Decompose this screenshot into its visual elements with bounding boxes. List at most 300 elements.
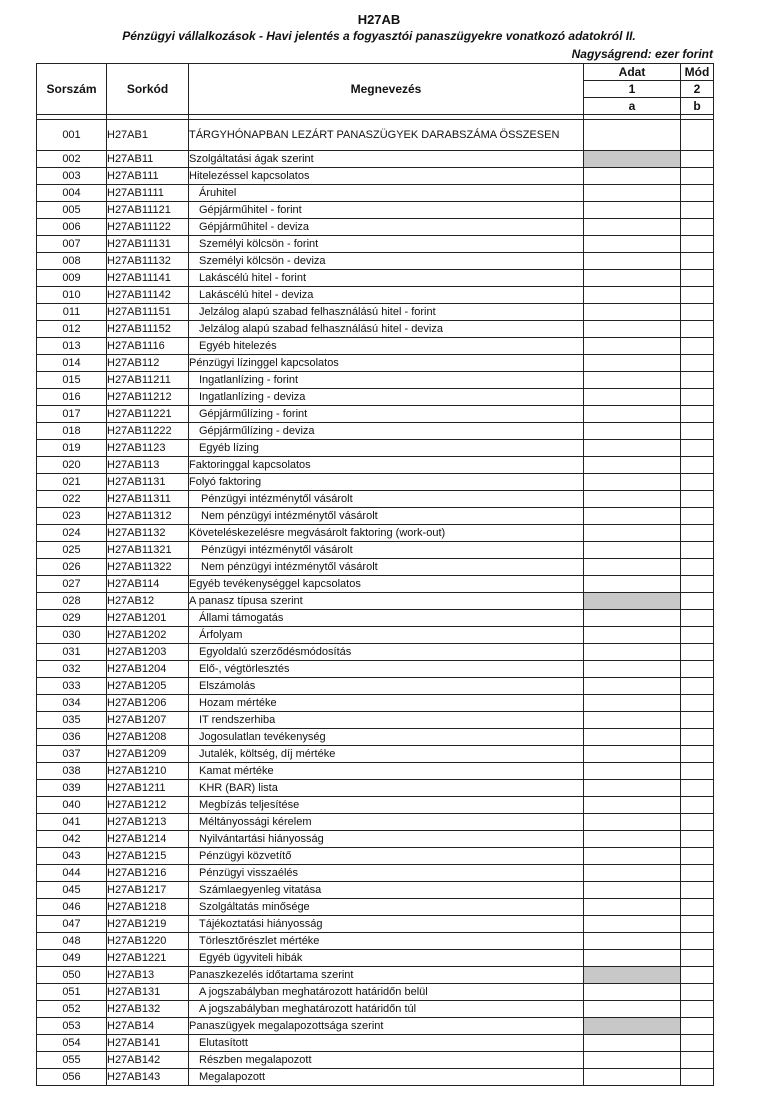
row-sorkod: H27AB11131 bbox=[107, 236, 189, 253]
col-header-sorkod: Sorkód bbox=[107, 64, 189, 115]
row-megnevezes: Elszámolás bbox=[189, 678, 584, 695]
row-sorkod: H27AB11152 bbox=[107, 321, 189, 338]
row-mod-cell[interactable] bbox=[681, 933, 714, 950]
row-sorszam: 013 bbox=[37, 338, 107, 355]
row-adat-cell[interactable] bbox=[584, 542, 681, 559]
table-row bbox=[37, 151, 714, 168]
row-adat-cell[interactable] bbox=[584, 678, 681, 695]
row-megnevezes: Törlesztőrészlet mértéke bbox=[189, 933, 584, 950]
row-adat-cell[interactable] bbox=[584, 219, 681, 236]
table-row bbox=[37, 423, 714, 440]
table-row bbox=[37, 576, 714, 593]
row-sorszam: 049 bbox=[37, 950, 107, 967]
row-sorkod: H27AB1215 bbox=[107, 848, 189, 865]
row-adat-cell bbox=[584, 967, 681, 984]
table-row bbox=[37, 797, 714, 814]
row-sorkod: H27AB11141 bbox=[107, 270, 189, 287]
row-sorkod: H27AB1218 bbox=[107, 899, 189, 916]
row-adat-cell[interactable] bbox=[584, 916, 681, 933]
row-sorszam: 041 bbox=[37, 814, 107, 831]
row-sorszam: 052 bbox=[37, 1001, 107, 1018]
table-row bbox=[37, 168, 714, 185]
row-sorkod: H27AB142 bbox=[107, 1052, 189, 1069]
row-sorszam: 054 bbox=[37, 1035, 107, 1052]
row-adat-cell[interactable] bbox=[584, 355, 681, 372]
row-megnevezes: Tájékoztatási hiányosság bbox=[189, 916, 584, 933]
row-adat-cell[interactable] bbox=[584, 661, 681, 678]
row-sorkod: H27AB11322 bbox=[107, 559, 189, 576]
row-sorkod: H27AB1217 bbox=[107, 882, 189, 899]
row-sorszam: 007 bbox=[37, 236, 107, 253]
table-row bbox=[37, 355, 714, 372]
row-mod-cell[interactable] bbox=[681, 695, 714, 712]
row-adat-cell[interactable] bbox=[584, 120, 681, 151]
row-megnevezes: Szolgáltatás minősége bbox=[189, 899, 584, 916]
row-mod-cell[interactable] bbox=[681, 389, 714, 406]
row-adat-cell bbox=[584, 151, 681, 168]
row-sorkod: H27AB113 bbox=[107, 457, 189, 474]
table-row bbox=[37, 542, 714, 559]
row-megnevezes: Követeléskezelésre megvásárolt faktoring (work-out) bbox=[189, 525, 584, 542]
row-sorkod: H27AB11221 bbox=[107, 406, 189, 423]
table-row bbox=[37, 984, 714, 1001]
row-adat-cell[interactable] bbox=[584, 729, 681, 746]
row-sorszam: 047 bbox=[37, 916, 107, 933]
col-header-mod: Mód bbox=[681, 64, 714, 81]
row-mod-cell[interactable] bbox=[681, 1069, 714, 1086]
row-sorkod: H27AB11132 bbox=[107, 253, 189, 270]
row-sorkod: H27AB1116 bbox=[107, 338, 189, 355]
row-megnevezes: Ingatlanlízing - forint bbox=[189, 372, 584, 389]
row-sorkod: H27AB11121 bbox=[107, 202, 189, 219]
row-adat-cell[interactable] bbox=[584, 763, 681, 780]
row-mod-cell[interactable] bbox=[681, 338, 714, 355]
row-sorszam: 002 bbox=[37, 151, 107, 168]
row-mod-cell[interactable] bbox=[681, 355, 714, 372]
row-mod-cell[interactable] bbox=[681, 559, 714, 576]
table-row bbox=[37, 848, 714, 865]
row-mod-cell[interactable] bbox=[681, 440, 714, 457]
row-adat-cell[interactable] bbox=[584, 406, 681, 423]
row-mod-cell[interactable] bbox=[681, 423, 714, 440]
row-adat-cell[interactable] bbox=[584, 933, 681, 950]
row-mod-cell[interactable] bbox=[681, 576, 714, 593]
row-megnevezes: Elutasított bbox=[189, 1035, 584, 1052]
table-row bbox=[37, 814, 714, 831]
row-mod-cell[interactable] bbox=[681, 865, 714, 882]
row-adat-cell[interactable] bbox=[584, 372, 681, 389]
row-sorszam: 016 bbox=[37, 389, 107, 406]
row-adat-cell[interactable] bbox=[584, 780, 681, 797]
table-row bbox=[37, 950, 714, 967]
row-sorszam: 001 bbox=[37, 120, 107, 151]
row-adat-cell[interactable] bbox=[584, 253, 681, 270]
row-adat-cell bbox=[584, 593, 681, 610]
row-sorszam: 029 bbox=[37, 610, 107, 627]
row-sorkod: H27AB1220 bbox=[107, 933, 189, 950]
row-sorszam: 038 bbox=[37, 763, 107, 780]
row-mod-cell[interactable] bbox=[681, 848, 714, 865]
row-mod-cell[interactable] bbox=[681, 1052, 714, 1069]
row-sorkod: H27AB1211 bbox=[107, 780, 189, 797]
table-row bbox=[37, 933, 714, 950]
row-sorszam: 024 bbox=[37, 525, 107, 542]
row-adat-cell[interactable] bbox=[584, 865, 681, 882]
row-adat-cell[interactable] bbox=[584, 627, 681, 644]
table-row bbox=[37, 406, 714, 423]
row-mod-cell[interactable] bbox=[681, 457, 714, 474]
table-row bbox=[37, 1052, 714, 1069]
row-sorszam: 045 bbox=[37, 882, 107, 899]
row-sorszam: 056 bbox=[37, 1069, 107, 1086]
row-mod-cell[interactable] bbox=[681, 542, 714, 559]
row-sorkod: H27AB1205 bbox=[107, 678, 189, 695]
row-megnevezes: Gépjárműhitel - forint bbox=[189, 202, 584, 219]
row-megnevezes: Egyéb hitelezés bbox=[189, 338, 584, 355]
table-row bbox=[37, 185, 714, 202]
row-adat-cell[interactable] bbox=[584, 814, 681, 831]
row-sorszam: 027 bbox=[37, 576, 107, 593]
row-adat-cell[interactable] bbox=[584, 270, 681, 287]
row-adat-cell[interactable] bbox=[584, 899, 681, 916]
row-megnevezes: Egyéb ügyviteli hibák bbox=[189, 950, 584, 967]
col-header-mod-num: 2 bbox=[681, 81, 714, 98]
row-adat-cell[interactable] bbox=[584, 746, 681, 763]
row-adat-cell[interactable] bbox=[584, 236, 681, 253]
row-mod-cell[interactable] bbox=[681, 287, 714, 304]
col-header-megnevezes: Megnevezés bbox=[189, 64, 584, 115]
row-sorkod: H27AB11321 bbox=[107, 542, 189, 559]
table-body bbox=[37, 115, 714, 1086]
row-adat-cell[interactable] bbox=[584, 474, 681, 491]
row-mod-cell[interactable] bbox=[681, 763, 714, 780]
row-mod-cell[interactable] bbox=[681, 406, 714, 423]
row-sorkod: H27AB1221 bbox=[107, 950, 189, 967]
row-sorszam: 036 bbox=[37, 729, 107, 746]
table-row bbox=[37, 202, 714, 219]
row-sorszam: 040 bbox=[37, 797, 107, 814]
row-megnevezes: Egyoldalú szerződésmódosítás bbox=[189, 644, 584, 661]
row-mod-cell[interactable] bbox=[681, 780, 714, 797]
table-row bbox=[37, 712, 714, 729]
row-sorkod: H27AB1132 bbox=[107, 525, 189, 542]
table-row bbox=[37, 321, 714, 338]
row-mod-cell[interactable] bbox=[681, 508, 714, 525]
row-mod-cell[interactable] bbox=[681, 899, 714, 916]
row-sorszam: 042 bbox=[37, 831, 107, 848]
row-sorkod: H27AB12 bbox=[107, 593, 189, 610]
row-sorszam: 026 bbox=[37, 559, 107, 576]
row-megnevezes: Gépjárműhitel - deviza bbox=[189, 219, 584, 236]
form-subtitle: Pénzügyi vállalkozások - Havi jelentés a fogyasztói panaszügyekre vonatkozó adatokról II. bbox=[122, 29, 636, 43]
row-mod-cell[interactable] bbox=[681, 916, 714, 933]
row-megnevezes: Elő-, végtörlesztés bbox=[189, 661, 584, 678]
row-sorszam: 003 bbox=[37, 168, 107, 185]
row-mod-cell[interactable] bbox=[681, 712, 714, 729]
form-code-title: H27AB bbox=[357, 12, 401, 27]
row-sorszam: 035 bbox=[37, 712, 107, 729]
row-mod-cell[interactable] bbox=[681, 491, 714, 508]
row-mod-cell[interactable] bbox=[681, 882, 714, 899]
row-megnevezes: Áruhitel bbox=[189, 185, 584, 202]
table-row bbox=[37, 372, 714, 389]
table-row bbox=[37, 120, 714, 151]
row-sorkod: H27AB1210 bbox=[107, 763, 189, 780]
row-mod-cell[interactable] bbox=[681, 253, 714, 270]
table-row bbox=[37, 593, 714, 610]
row-sorszam: 032 bbox=[37, 661, 107, 678]
row-megnevezes: Jutalék, költség, díj mértéke bbox=[189, 746, 584, 763]
row-adat-cell[interactable] bbox=[584, 202, 681, 219]
row-sorszam: 009 bbox=[37, 270, 107, 287]
row-sorkod: H27AB11212 bbox=[107, 389, 189, 406]
row-mod-cell[interactable] bbox=[681, 678, 714, 695]
row-mod-cell[interactable] bbox=[681, 120, 714, 151]
row-megnevezes: KHR (BAR) lista bbox=[189, 780, 584, 797]
row-megnevezes: Panaszügyek megalapozottsága szerint bbox=[189, 1018, 584, 1035]
row-megnevezes: A jogszabályban meghatározott határidőn túl bbox=[189, 1001, 584, 1018]
table-row bbox=[37, 508, 714, 525]
table-row bbox=[37, 474, 714, 491]
row-adat-cell[interactable] bbox=[584, 610, 681, 627]
row-sorkod: H27AB1131 bbox=[107, 474, 189, 491]
table-row bbox=[37, 882, 714, 899]
row-sorszam: 015 bbox=[37, 372, 107, 389]
row-mod-cell[interactable] bbox=[681, 797, 714, 814]
row-sorszam: 044 bbox=[37, 865, 107, 882]
row-sorszam: 010 bbox=[37, 287, 107, 304]
col-header-adat-num: 1 bbox=[584, 81, 681, 98]
row-sorszam: 051 bbox=[37, 984, 107, 1001]
row-mod-cell[interactable] bbox=[681, 219, 714, 236]
row-megnevezes: Pénzügyi közvetítő bbox=[189, 848, 584, 865]
row-adat-cell[interactable] bbox=[584, 508, 681, 525]
table-row bbox=[37, 559, 714, 576]
row-megnevezes: Jogosulatlan tevékenység bbox=[189, 729, 584, 746]
row-sorkod: H27AB11312 bbox=[107, 508, 189, 525]
row-sorszam: 011 bbox=[37, 304, 107, 321]
row-adat-cell[interactable] bbox=[584, 576, 681, 593]
row-adat-cell[interactable] bbox=[584, 984, 681, 1001]
row-sorkod: H27AB1201 bbox=[107, 610, 189, 627]
row-mod-cell[interactable] bbox=[681, 202, 714, 219]
row-adat-cell[interactable] bbox=[584, 559, 681, 576]
row-adat-cell[interactable] bbox=[584, 831, 681, 848]
row-adat-cell[interactable] bbox=[584, 338, 681, 355]
table-row bbox=[37, 627, 714, 644]
row-sorszam: 023 bbox=[37, 508, 107, 525]
row-adat-cell[interactable] bbox=[584, 168, 681, 185]
row-mod-cell[interactable] bbox=[681, 984, 714, 1001]
row-adat-cell[interactable] bbox=[584, 321, 681, 338]
row-sorkod: H27AB11122 bbox=[107, 219, 189, 236]
row-adat-cell[interactable] bbox=[584, 848, 681, 865]
row-megnevezes: Gépjárműlízing - forint bbox=[189, 406, 584, 423]
row-adat-cell[interactable] bbox=[584, 644, 681, 661]
table-row bbox=[37, 763, 714, 780]
row-adat-cell[interactable] bbox=[584, 389, 681, 406]
row-megnevezes: Megbízás teljesítése bbox=[189, 797, 584, 814]
row-adat-cell[interactable] bbox=[584, 695, 681, 712]
row-sorszam: 012 bbox=[37, 321, 107, 338]
row-mod-cell[interactable] bbox=[681, 151, 714, 168]
row-megnevezes: Nem pénzügyi intézménytől vásárolt bbox=[189, 559, 584, 576]
row-megnevezes: Pénzügyi intézménytől vásárolt bbox=[189, 491, 584, 508]
col-header-adat-letter: a bbox=[584, 98, 681, 115]
row-sorszam: 018 bbox=[37, 423, 107, 440]
table-row bbox=[37, 270, 714, 287]
row-sorszam: 031 bbox=[37, 644, 107, 661]
row-mod-cell[interactable] bbox=[681, 304, 714, 321]
row-sorkod: H27AB143 bbox=[107, 1069, 189, 1086]
row-megnevezes: Pénzügyi lízinggel kapcsolatos bbox=[189, 355, 584, 372]
row-sorkod: H27AB11311 bbox=[107, 491, 189, 508]
row-mod-cell[interactable] bbox=[681, 661, 714, 678]
table-row bbox=[37, 916, 714, 933]
row-adat-cell[interactable] bbox=[584, 1001, 681, 1018]
table-row bbox=[37, 780, 714, 797]
row-megnevezes: Pénzügyi visszaélés bbox=[189, 865, 584, 882]
report-table bbox=[36, 63, 714, 1086]
row-sorkod: H27AB1123 bbox=[107, 440, 189, 457]
row-adat-cell[interactable] bbox=[584, 287, 681, 304]
row-sorkod: H27AB1219 bbox=[107, 916, 189, 933]
row-sorkod: H27AB1 bbox=[107, 120, 189, 151]
row-adat-cell[interactable] bbox=[584, 525, 681, 542]
row-adat-cell[interactable] bbox=[584, 1035, 681, 1052]
row-mod-cell[interactable] bbox=[681, 270, 714, 287]
row-sorkod: H27AB112 bbox=[107, 355, 189, 372]
row-mod-cell[interactable] bbox=[681, 967, 714, 984]
row-megnevezes: Állami támogatás bbox=[189, 610, 584, 627]
table-row bbox=[37, 899, 714, 916]
row-mod-cell[interactable] bbox=[681, 610, 714, 627]
row-sorszam: 020 bbox=[37, 457, 107, 474]
table-row bbox=[37, 440, 714, 457]
row-megnevezes: IT rendszerhiba bbox=[189, 712, 584, 729]
table-row bbox=[37, 219, 714, 236]
row-mod-cell[interactable] bbox=[681, 168, 714, 185]
row-adat-cell[interactable] bbox=[584, 1052, 681, 1069]
row-mod-cell[interactable] bbox=[681, 474, 714, 491]
row-sorkod: H27AB1207 bbox=[107, 712, 189, 729]
row-megnevezes: Folyó faktoring bbox=[189, 474, 584, 491]
row-sorszam: 019 bbox=[37, 440, 107, 457]
row-sorkod: H27AB11 bbox=[107, 151, 189, 168]
table-row bbox=[37, 831, 714, 848]
col-header-sorszam: Sorszám bbox=[37, 64, 107, 115]
row-megnevezes: A panasz típusa szerint bbox=[189, 593, 584, 610]
row-adat-cell[interactable] bbox=[584, 304, 681, 321]
row-adat-cell bbox=[584, 1018, 681, 1035]
row-sorkod: H27AB11142 bbox=[107, 287, 189, 304]
row-sorszam: 005 bbox=[37, 202, 107, 219]
row-mod-cell[interactable] bbox=[681, 525, 714, 542]
row-mod-cell[interactable] bbox=[681, 950, 714, 967]
row-adat-cell[interactable] bbox=[584, 423, 681, 440]
row-megnevezes: Számlaegyenleg vitatása bbox=[189, 882, 584, 899]
row-sorkod: H27AB11211 bbox=[107, 372, 189, 389]
row-megnevezes: Gépjárműlízing - deviza bbox=[189, 423, 584, 440]
row-mod-cell[interactable] bbox=[681, 321, 714, 338]
row-megnevezes: Lakáscélú hitel - forint bbox=[189, 270, 584, 287]
row-mod-cell[interactable] bbox=[681, 814, 714, 831]
row-mod-cell[interactable] bbox=[681, 185, 714, 202]
row-mod-cell[interactable] bbox=[681, 372, 714, 389]
row-adat-cell[interactable] bbox=[584, 950, 681, 967]
row-sorkod: H27AB1208 bbox=[107, 729, 189, 746]
row-megnevezes: Egyéb lízing bbox=[189, 440, 584, 457]
row-sorszam: 034 bbox=[37, 695, 107, 712]
table-row bbox=[37, 287, 714, 304]
row-adat-cell[interactable] bbox=[584, 882, 681, 899]
row-adat-cell[interactable] bbox=[584, 797, 681, 814]
table-row bbox=[37, 746, 714, 763]
table-row bbox=[37, 729, 714, 746]
row-mod-cell[interactable] bbox=[681, 644, 714, 661]
row-megnevezes: Árfolyam bbox=[189, 627, 584, 644]
row-megnevezes: Faktoringgal kapcsolatos bbox=[189, 457, 584, 474]
row-sorkod: H27AB132 bbox=[107, 1001, 189, 1018]
table-row bbox=[37, 338, 714, 355]
row-mod-cell[interactable] bbox=[681, 746, 714, 763]
row-sorszam: 048 bbox=[37, 933, 107, 950]
row-mod-cell[interactable] bbox=[681, 236, 714, 253]
row-sorszam: 022 bbox=[37, 491, 107, 508]
table-row bbox=[37, 1001, 714, 1018]
table-row bbox=[37, 236, 714, 253]
row-sorkod: H27AB1214 bbox=[107, 831, 189, 848]
row-mod-cell[interactable] bbox=[681, 1035, 714, 1052]
row-megnevezes: Megalapozott bbox=[189, 1069, 584, 1086]
row-sorszam: 053 bbox=[37, 1018, 107, 1035]
row-sorkod: H27AB11222 bbox=[107, 423, 189, 440]
row-mod-cell[interactable] bbox=[681, 627, 714, 644]
row-mod-cell[interactable] bbox=[681, 593, 714, 610]
row-sorszam: 030 bbox=[37, 627, 107, 644]
row-megnevezes: Egyéb tevékenységgel kapcsolatos bbox=[189, 576, 584, 593]
row-sorszam: 039 bbox=[37, 780, 107, 797]
table-row bbox=[37, 1035, 714, 1052]
row-sorszam: 006 bbox=[37, 219, 107, 236]
row-sorkod: H27AB1206 bbox=[107, 695, 189, 712]
row-adat-cell[interactable] bbox=[584, 491, 681, 508]
table-row bbox=[37, 678, 714, 695]
row-mod-cell[interactable] bbox=[681, 1018, 714, 1035]
row-adat-cell[interactable] bbox=[584, 440, 681, 457]
row-adat-cell[interactable] bbox=[584, 712, 681, 729]
row-adat-cell[interactable] bbox=[584, 1069, 681, 1086]
row-sorkod: H27AB131 bbox=[107, 984, 189, 1001]
row-sorkod: H27AB1213 bbox=[107, 814, 189, 831]
row-mod-cell[interactable] bbox=[681, 729, 714, 746]
row-sorkod: H27AB1203 bbox=[107, 644, 189, 661]
table-row bbox=[37, 865, 714, 882]
table-row bbox=[37, 389, 714, 406]
row-megnevezes: Pénzügyi intézménytől vásárolt bbox=[189, 542, 584, 559]
row-mod-cell[interactable] bbox=[681, 831, 714, 848]
table-row bbox=[37, 610, 714, 627]
row-adat-cell[interactable] bbox=[584, 457, 681, 474]
row-megnevezes: Hitelezéssel kapcsolatos bbox=[189, 168, 584, 185]
unit-label: Nagyságrend: ezer forint bbox=[571, 47, 713, 61]
row-megnevezes: Jelzálog alapú szabad felhasználású hitel - deviza bbox=[189, 321, 584, 338]
row-adat-cell[interactable] bbox=[584, 185, 681, 202]
row-sorszam: 004 bbox=[37, 185, 107, 202]
row-mod-cell[interactable] bbox=[681, 1001, 714, 1018]
row-sorszam: 028 bbox=[37, 593, 107, 610]
table-row bbox=[37, 1069, 714, 1086]
